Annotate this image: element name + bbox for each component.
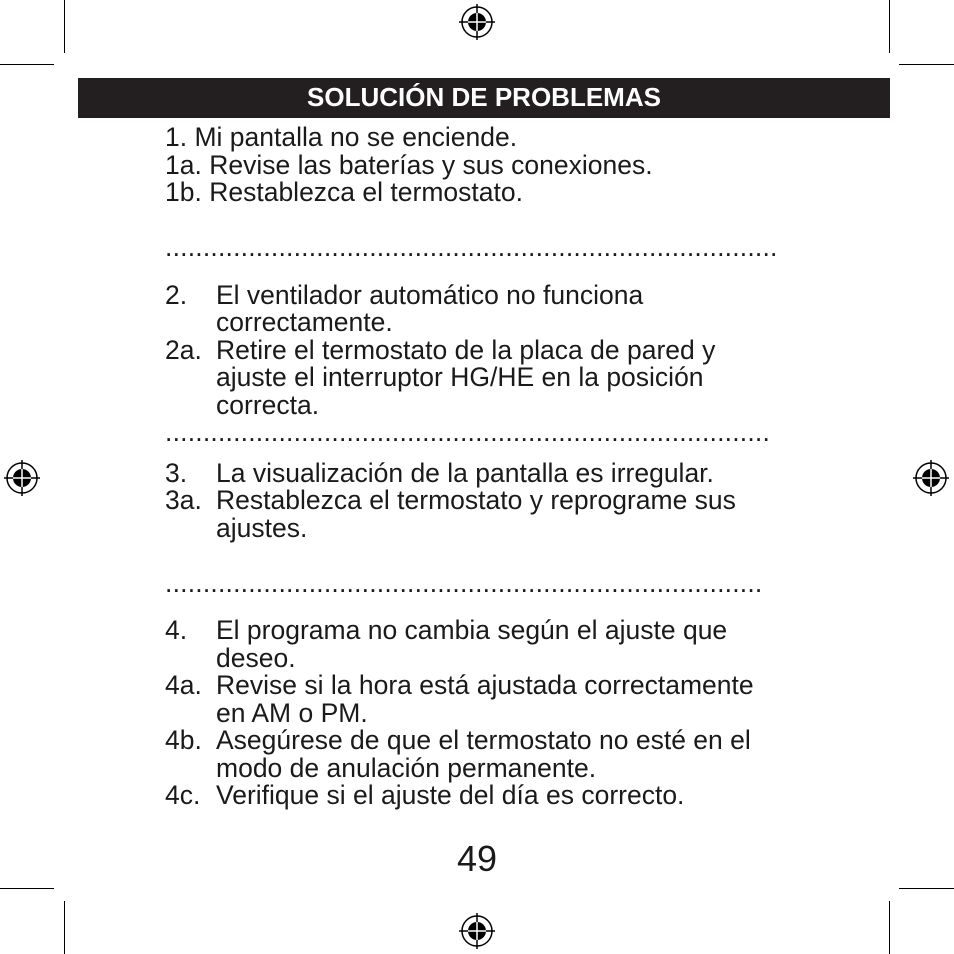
item-number: 2a. (165, 334, 202, 365)
section-header: SOLUCIÓN DE PROBLEMAS (78, 78, 890, 118)
crop-mark (64, 901, 65, 954)
item-text-continuation: modo de anulación permanente. (216, 752, 597, 783)
list-item (165, 487, 855, 515)
dotted-separator: ................................................................................ (165, 419, 771, 447)
item-text-continuation: deseo. (216, 642, 296, 673)
list-item (165, 124, 855, 152)
dotted-separator: ................................................................................. (165, 234, 778, 262)
list-item (165, 617, 855, 645)
item-text: Restablezca el termostato y reprograme sus (216, 485, 736, 515)
crop-mark (899, 888, 954, 889)
item-text: Mi pantalla no se enciende. (194, 122, 518, 152)
list-item (165, 279, 855, 310)
crop-mark (889, 901, 890, 954)
item-text-continuation: ajustes. (216, 512, 308, 543)
list-item (165, 727, 855, 755)
item-number: 1. (165, 122, 188, 152)
item-number: 4b. (165, 725, 202, 755)
item-text: Restablezca el termostato. (209, 177, 523, 207)
item-number: 3. (165, 457, 188, 488)
item-text: Asegúrese de que el termostato no esté en el (216, 725, 751, 755)
item-number: 4. (165, 615, 188, 645)
crop-mark (0, 64, 54, 65)
registration-mark-icon (4, 460, 40, 496)
crop-mark (889, 0, 890, 53)
item-text: Retire el termostato de la placa de pared y (216, 334, 716, 365)
crop-mark (0, 888, 54, 889)
registration-mark-icon (459, 4, 495, 40)
list-item (165, 179, 855, 207)
item-text-continuation: en AM o PM. (216, 697, 368, 728)
page-number: 49 (456, 838, 498, 879)
dotted-separator: ............................................................................... (165, 569, 763, 597)
list-item (165, 149, 855, 180)
list-item (165, 457, 855, 488)
item-number: 1a. (165, 149, 202, 180)
item-number: 1b. (165, 177, 202, 207)
item-text: El ventilador automático no funciona (216, 279, 644, 310)
item-text: Verifique si el ajuste del día es correcto. (216, 780, 685, 810)
crop-mark (899, 64, 954, 65)
item-number: 3a. (165, 485, 202, 515)
registration-mark-icon (459, 913, 495, 949)
item-text-continuation: ajuste el interruptor HG/HE en la posición (216, 362, 704, 392)
list-item (165, 782, 855, 810)
item-number: 4a. (165, 670, 202, 700)
item-number: 2. (165, 279, 188, 310)
crop-mark (64, 0, 65, 53)
item-text: La visualización de la pantalla es irregular. (216, 457, 714, 488)
item-text-continuation: correctamente. (216, 307, 393, 337)
item-number: 4c. (165, 780, 201, 810)
item-text: El programa no cambia según el ajuste que (216, 615, 728, 645)
list-item (165, 334, 855, 365)
list-item (165, 672, 855, 700)
item-text: Revise si la hora está ajustada correctamente (216, 670, 754, 700)
troubleshooting-list (165, 124, 855, 810)
item-text: Revise las baterías y sus conexiones. (209, 149, 653, 180)
item-text-continuation: correcta. (216, 389, 320, 420)
registration-mark-icon (913, 460, 949, 496)
